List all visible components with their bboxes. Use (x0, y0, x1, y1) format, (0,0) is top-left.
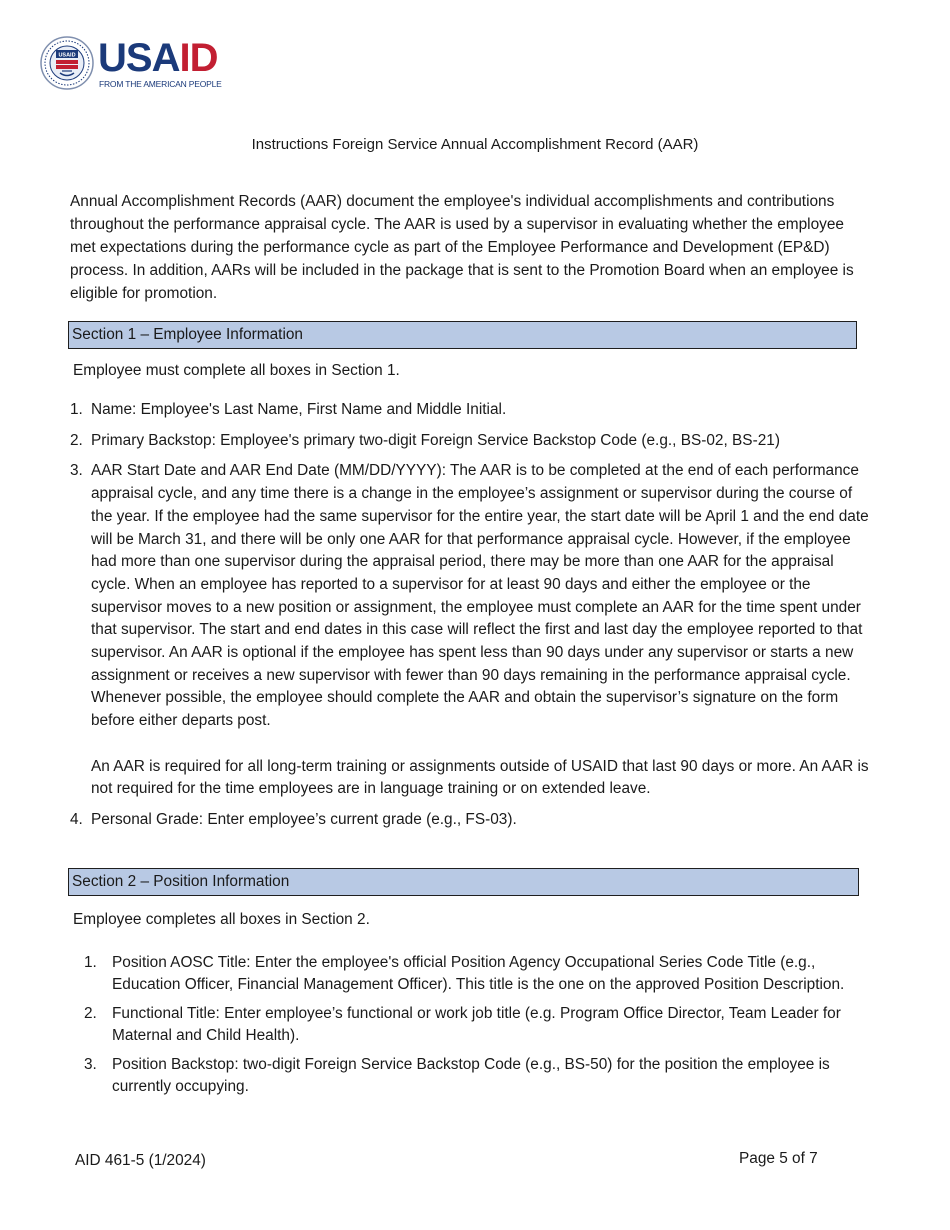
usaid-logo (40, 36, 240, 96)
usaid-seal-icon (40, 36, 94, 90)
usaid-wordmark: USAID (98, 36, 218, 80)
section2-note: Employee completes all boxes in Section 2. (73, 911, 370, 928)
intro-paragraph: Annual Accomplishment Records (AAR) document the employee's individual accomplishments and contributions throughout the performance appraisal cycle. The AAR is used by a supervisor in evaluating whether the employee met expectations during the performance cycle as part of the Employee Performance and Development (EP&D) process. In addition, AARs will be included in the package that is sent to the Promotion Board when an employee is eligible for promotion. (70, 193, 854, 302)
svg-text:USAID: USAID (58, 52, 76, 59)
list-item-text: AAR Start Date and AAR End Date (MM/DD/YYYY): The AAR is to be completed at the end of each performance appraisal cycle, and any time there is a change in the employee’s assignment or supervisor during the course of the year. If the employee had the same supervisor for the entire year, the start date will be April 1 and the end date will be March 31, and there will be only one AAR for that performance appraisal cycle. However, if the employee had more than one supervisor during the appraisal period, there may be more than one AAR for the appraisal cycle. When an employee has reported to a supervisor for at least 90 days and either the employee or the supervisor moves to a new position or assignment, the employee must complete an AAR for the time spent under that supervisor. The start and end dates in this case will reflect the first and last day the employee reported to that supervisor. An AAR is optional if the employee has spent less than 90 days under any supervisor or starts a new assignment or receives a new supervisor with fewer than 90 days remaining in the performance appraisal cycle. Whenever possible, the employee should complete the AAR and obtain the supervisor’s signature on the form before either departs post. (91, 462, 869, 730)
section2-list (84, 952, 864, 1105)
list-item-text: Functional Title: Enter employee’s functional or work job title (e.g. Program Office Director, Team Leader for Maternal and Child Health). (112, 1005, 841, 1044)
section1-note: Employee must complete all boxes in Section 1. (73, 362, 400, 379)
section2-header: Section 2 – Position Information (68, 868, 859, 896)
list-item (84, 952, 864, 995)
page-number: Page 5 of 7 (739, 1150, 818, 1167)
list-item-text: Personal Grade: Enter employee’s current grade (e.g., FS-03). (91, 810, 517, 828)
list-item (70, 809, 870, 832)
list-item (70, 460, 870, 801)
list-item-text: Name: Employee's Last Name, First Name and Middle Initial. (91, 401, 507, 418)
list-item-text: Primary Backstop: Employee's primary two-digit Foreign Service Backstop Code (e.g., BS-02, BS-21) (91, 431, 780, 449)
list-item (84, 1054, 864, 1097)
list-item-number: 2. (84, 1005, 97, 1022)
list-item-text: Position AOSC Title: Enter the employee's official Position Agency Occupational Series Code Title (e.g., Education Officer, Financial Management Officer). This title is the one on the approved Position Description. (112, 954, 845, 993)
list-item (84, 1003, 864, 1046)
list-item (70, 399, 870, 422)
list-item-number: 3. (70, 462, 83, 480)
list-item-text: Position Backstop: two-digit Foreign Service Backstop Code (e.g., BS-50) for the position the employee is currently occupying. (112, 1056, 830, 1095)
usaid-tagline: FROM THE AMERICAN PEOPLE (99, 79, 222, 89)
list-item-number: 1. (70, 401, 83, 418)
section1-list (70, 399, 870, 840)
list-item-number: 1. (84, 954, 97, 971)
document-title: Instructions Foreign Service Annual Accomplishment Record (AAR) (251, 136, 699, 153)
list-item-number: 3. (84, 1056, 97, 1073)
list-item-text-continued: An AAR is required for all long-term training or assignments outside of USAID that last 90 days or more. An AAR is not required for the time employees are in language training or on extended leave. (91, 757, 869, 798)
list-item-number: 4. (70, 810, 83, 828)
section1-header: Section 1 – Employee Information (68, 321, 857, 349)
form-id: AID 461-5 (1/2024) (75, 1152, 206, 1169)
list-item (70, 430, 870, 453)
list-item-number: 2. (70, 431, 83, 449)
